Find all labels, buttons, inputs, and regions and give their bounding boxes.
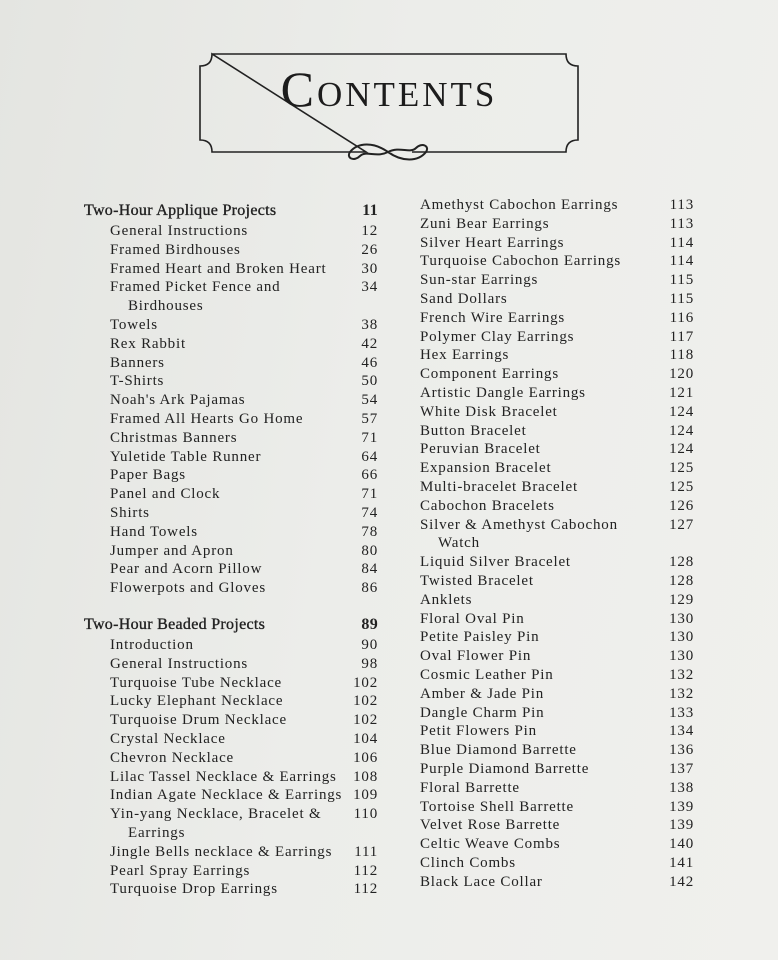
toc-entry[interactable] <box>78 523 378 542</box>
entry-title <box>416 760 664 779</box>
entry-page-number: 86 <box>361 580 378 597</box>
contents-left-column <box>78 196 378 899</box>
entry-title <box>416 346 664 365</box>
entry-title <box>416 553 664 572</box>
entry-title <box>78 880 350 899</box>
entry-title-text: Rex Rabbit <box>110 335 186 352</box>
entry-title <box>78 786 350 805</box>
entry-title <box>416 854 664 873</box>
entry-title-text: Pear and Acorn Pillow <box>110 561 263 578</box>
toc-entry[interactable] <box>78 485 378 504</box>
toc-entry[interactable] <box>78 354 378 373</box>
entry-page-number: 128 <box>669 572 694 589</box>
entry-page-number: 132 <box>669 685 694 702</box>
entry-title <box>416 685 664 704</box>
page-title: Contents <box>280 61 498 117</box>
toc-entry[interactable] <box>78 410 378 429</box>
entry-title <box>78 730 350 749</box>
entry-title-text: Polymer Clay Earrings <box>420 328 575 345</box>
section-page-number: 89 <box>361 615 378 633</box>
entry-page-number: 120 <box>669 366 694 383</box>
entry-title-text: Indian Agate Necklace & Earrings <box>110 787 343 804</box>
toc-entry[interactable] <box>78 730 378 749</box>
toc-entry[interactable] <box>416 196 694 215</box>
entry-title-text: Silver & Amethyst Cabochon <box>420 516 618 533</box>
toc-entry[interactable] <box>78 222 378 241</box>
toc-entry[interactable] <box>416 572 694 591</box>
entry-title <box>416 704 664 723</box>
entry-title <box>416 459 664 478</box>
toc-entry[interactable] <box>78 636 378 655</box>
entry-title-text: Zuni Bear Earrings <box>420 215 550 232</box>
entry-page-number: 110 <box>353 806 378 823</box>
entry-page-number: 71 <box>361 486 378 503</box>
entry-title <box>416 591 664 610</box>
entry-title <box>416 328 664 347</box>
entry-title <box>78 316 350 335</box>
title-frame <box>198 52 580 164</box>
toc-entry[interactable] <box>416 873 694 892</box>
entry-title-text: Turquoise Cabochon Earrings <box>420 253 622 270</box>
entry-page-number: 138 <box>669 779 694 796</box>
toc-entry[interactable] <box>416 647 694 666</box>
section-heading[interactable] <box>78 200 378 222</box>
entry-title-text: Jingle Bells necklace & Earrings <box>110 843 333 860</box>
entry-title-text: General Instructions <box>110 655 249 672</box>
entry-title-text: Turquoise Tube Necklace <box>110 674 283 691</box>
entry-page-number: 133 <box>669 704 694 721</box>
entry-page-number: 57 <box>361 410 378 427</box>
entry-title <box>78 429 350 448</box>
toc-entry[interactable] <box>78 655 378 674</box>
entry-title-text: Jumper and Apron <box>110 542 234 559</box>
entry-title-text: Dangle Charm Pin <box>420 704 545 721</box>
entry-title <box>78 805 350 843</box>
entry-title <box>78 523 350 542</box>
entry-page-number: 112 <box>353 881 378 898</box>
entry-title <box>416 628 664 647</box>
toc-entry[interactable] <box>416 365 694 384</box>
entry-page-number: 126 <box>669 497 694 514</box>
entry-title <box>416 403 664 422</box>
entry-page-number: 64 <box>361 448 378 465</box>
toc-entry[interactable] <box>416 516 694 554</box>
toc-entry[interactable] <box>78 542 378 561</box>
section-page-number: 11 <box>362 202 378 219</box>
entry-page-number: 111 <box>354 843 378 860</box>
entry-title <box>78 862 350 881</box>
entry-title <box>416 365 664 384</box>
entry-page-number: 112 <box>353 862 378 879</box>
entry-title <box>416 234 664 253</box>
entry-title <box>78 222 350 241</box>
entry-title-text: General Instructions <box>110 223 249 239</box>
toc-entry[interactable] <box>416 779 694 798</box>
toc-entry[interactable] <box>416 741 694 760</box>
entry-page-number: 124 <box>669 422 694 439</box>
entry-page-number: 124 <box>669 441 694 458</box>
toc-entry[interactable] <box>78 241 378 260</box>
toc-entry[interactable] <box>416 497 694 516</box>
entry-page-number: 71 <box>361 429 378 446</box>
section-title: Two-Hour Beaded Projects <box>84 615 266 633</box>
toc-entry[interactable] <box>78 579 378 598</box>
entry-title-text: Black Lace Collar <box>420 873 543 890</box>
entry-title-text: Framed Picket Fence and <box>110 279 281 296</box>
toc-entry[interactable] <box>416 440 694 459</box>
entry-title-text: Liquid Silver Bracelet <box>420 554 571 571</box>
toc-entry[interactable] <box>78 448 378 467</box>
entry-title-text: Panel and Clock <box>110 486 221 503</box>
entry-title-text: Chevron Necklace <box>110 749 234 766</box>
entry-title <box>78 504 350 523</box>
entry-page-number: 118 <box>669 347 694 364</box>
entry-title-text: Banners <box>110 354 165 371</box>
entry-title-text: Noah's Ark Pajamas <box>110 392 246 409</box>
entry-title <box>78 448 350 467</box>
entry-page-number: 12 <box>361 223 378 239</box>
entry-page-number: 102 <box>353 712 378 729</box>
entry-title <box>78 354 350 373</box>
entry-page-number: 42 <box>361 335 378 352</box>
entry-title-text: Crystal Necklace <box>110 730 226 747</box>
entry-title-text: Petite Paisley Pin <box>420 629 540 646</box>
entry-title-continuation: Watch <box>438 535 480 552</box>
entry-page-number: 132 <box>669 666 694 683</box>
entry-page-number: 84 <box>361 561 378 578</box>
toc-entry[interactable] <box>78 711 378 730</box>
entry-page-number: 114 <box>669 234 694 251</box>
entry-title-text: Turquoise Drum Necklace <box>110 712 287 729</box>
entry-title <box>416 215 664 234</box>
toc-entry[interactable] <box>416 346 694 365</box>
toc-entry[interactable] <box>416 309 694 328</box>
entry-title <box>78 636 350 655</box>
entry-title-text: Sun-star Earrings <box>420 272 539 289</box>
entry-title-text: Introduction <box>110 636 194 653</box>
entry-title-text: Paper Bags <box>110 467 186 484</box>
entry-title <box>416 196 664 215</box>
entry-title-text: Sand Dollars <box>420 290 508 307</box>
entry-title <box>78 579 350 598</box>
toc-entry[interactable] <box>416 685 694 704</box>
toc-entry[interactable] <box>416 591 694 610</box>
entry-page-number: 130 <box>669 648 694 665</box>
entry-page-number: 113 <box>669 215 694 232</box>
entry-page-number: 102 <box>353 674 378 691</box>
entry-title <box>78 485 350 504</box>
toc-entry[interactable] <box>78 466 378 485</box>
section-heading[interactable] <box>78 614 378 636</box>
entry-title-text: Lilac Tassel Necklace & Earrings <box>110 768 337 785</box>
entry-title <box>78 560 350 579</box>
entry-page-number: 117 <box>669 328 694 345</box>
entry-title <box>416 816 664 835</box>
entry-title-text: Tortoise Shell Barrette <box>420 798 574 815</box>
toc-entry[interactable] <box>416 252 694 271</box>
toc-entry[interactable] <box>78 372 378 391</box>
toc-entry[interactable] <box>78 504 378 523</box>
entry-page-number: 115 <box>669 290 694 307</box>
entry-title-text: Oval Flower Pin <box>420 648 532 665</box>
toc-entry[interactable] <box>78 560 378 579</box>
entry-title <box>416 309 664 328</box>
entry-title-text: Silver Heart Earrings <box>420 234 565 251</box>
entry-title-text: Pearl Spray Earrings <box>110 862 251 879</box>
toc-entry[interactable] <box>78 805 378 843</box>
entry-title-text: Artistic Dangle Earrings <box>420 384 586 401</box>
entry-title-text: Petit Flowers Pin <box>420 723 537 740</box>
entry-title-continuation: Birdhouses <box>128 298 204 315</box>
toc-entry[interactable] <box>78 692 378 711</box>
toc-entry[interactable] <box>416 610 694 629</box>
entry-page-number: 30 <box>361 260 378 277</box>
entry-title <box>416 722 664 741</box>
entry-title <box>416 647 664 666</box>
entry-title <box>416 798 664 817</box>
entry-title <box>78 260 350 279</box>
entry-title <box>416 572 664 591</box>
entry-page-number: 26 <box>361 241 378 258</box>
toc-entry[interactable] <box>416 760 694 779</box>
entry-page-number: 136 <box>669 742 694 759</box>
toc-entry[interactable] <box>416 666 694 685</box>
entry-title <box>78 749 350 768</box>
entry-title <box>416 835 664 854</box>
entry-page-number: 98 <box>361 655 378 672</box>
entry-title-text: Clinch Combs <box>420 854 516 871</box>
entry-title-text: Towels <box>110 316 158 333</box>
entry-title-text: Velvet Rose Barrette <box>420 817 561 834</box>
entry-title-text: Multi-bracelet Bracelet <box>420 478 578 495</box>
toc-entry[interactable] <box>416 854 694 873</box>
toc-entry[interactable] <box>416 628 694 647</box>
entry-title-text: Yin-yang Necklace, Bracelet & <box>110 806 322 823</box>
entry-title-text: Blue Diamond Barrette <box>420 742 577 759</box>
entry-page-number: 90 <box>361 636 378 653</box>
entry-page-number: 127 <box>669 516 694 533</box>
entry-page-number: 50 <box>361 373 378 390</box>
entry-title-text: Shirts <box>110 504 150 521</box>
entry-title <box>78 655 350 674</box>
entry-title-text: Purple Diamond Barrette <box>420 760 590 777</box>
entry-title <box>416 779 664 798</box>
entry-title-text: Anklets <box>420 591 473 608</box>
entry-title-text: Hex Earrings <box>420 347 510 364</box>
toc-entry[interactable] <box>416 835 694 854</box>
entry-title <box>78 711 350 730</box>
toc-entry[interactable] <box>416 704 694 723</box>
entry-title <box>416 666 664 685</box>
toc-entry[interactable] <box>416 384 694 403</box>
entry-page-number: 141 <box>669 854 694 871</box>
entry-page-number: 108 <box>353 768 378 785</box>
flourish-ornament-icon <box>344 140 434 164</box>
entry-page-number: 109 <box>353 787 378 804</box>
entry-title <box>416 497 664 516</box>
toc-entry[interactable] <box>416 290 694 309</box>
toc-entry[interactable] <box>78 768 378 787</box>
toc-entry[interactable] <box>416 234 694 253</box>
entry-title-text: Peruvian Bracelet <box>420 441 541 458</box>
entry-page-number: 130 <box>669 629 694 646</box>
entry-page-number: 78 <box>361 523 378 540</box>
entry-title-text: T-Shirts <box>110 373 165 390</box>
entry-page-number: 113 <box>669 197 694 213</box>
contents-right-column <box>416 196 694 891</box>
entry-title <box>78 843 350 862</box>
entry-title-text: Flowerpots and Gloves <box>110 580 266 597</box>
entry-title-text: Framed Birdhouses <box>110 241 241 258</box>
entry-title <box>416 741 664 760</box>
entry-page-number: 106 <box>353 749 378 766</box>
entry-page-number: 130 <box>669 610 694 627</box>
entry-title-text: Component Earrings <box>420 366 559 383</box>
entry-page-number: 104 <box>353 730 378 747</box>
entry-page-number: 66 <box>361 467 378 484</box>
entry-title <box>78 241 350 260</box>
entry-title-text: Yuletide Table Runner <box>110 448 262 465</box>
entry-title-text: Framed All Hearts Go Home <box>110 410 304 427</box>
entry-page-number: 114 <box>669 253 694 270</box>
entry-title-text: Expansion Bracelet <box>420 460 552 477</box>
toc-entry[interactable] <box>416 215 694 234</box>
toc-entry[interactable] <box>78 335 378 354</box>
section-gap <box>78 598 378 610</box>
entry-page-number: 128 <box>669 554 694 571</box>
section-title: Two-Hour Applique Projects <box>84 202 277 219</box>
entry-title-text: French Wire Earrings <box>420 309 566 326</box>
entry-title-text: Turquoise Drop Earrings <box>110 881 278 898</box>
entry-title <box>78 391 350 410</box>
entry-page-number: 74 <box>361 504 378 521</box>
toc-entry[interactable] <box>416 459 694 478</box>
entry-title <box>416 873 664 892</box>
entry-title-text: Floral Barrette <box>420 779 520 796</box>
toc-entry[interactable] <box>416 816 694 835</box>
toc-entry[interactable] <box>416 722 694 741</box>
toc-entry[interactable] <box>78 786 378 805</box>
entry-title <box>78 410 350 429</box>
toc-entry[interactable] <box>416 553 694 572</box>
entry-title-text: Framed Heart and Broken Heart <box>110 260 327 277</box>
entry-title <box>416 384 664 403</box>
entry-title <box>416 422 664 441</box>
entry-title <box>78 692 350 711</box>
entry-page-number: 142 <box>669 873 694 890</box>
entry-page-number: 129 <box>669 591 694 608</box>
toc-entry[interactable] <box>78 862 378 881</box>
entry-title <box>78 278 350 316</box>
entry-title <box>416 478 664 497</box>
entry-page-number: 124 <box>669 403 694 420</box>
entry-page-number: 34 <box>361 279 378 296</box>
entry-page-number: 134 <box>669 723 694 740</box>
entry-title-text: Cosmic Leather Pin <box>420 666 554 683</box>
toc-entry[interactable] <box>416 478 694 497</box>
entry-title-continuation: Earrings <box>128 824 186 841</box>
entry-title <box>78 768 350 787</box>
entry-page-number: 139 <box>669 798 694 815</box>
entry-title-text: Amber & Jade Pin <box>420 685 545 702</box>
toc-entry[interactable] <box>416 403 694 422</box>
entry-title-text: Button Bracelet <box>420 422 527 439</box>
entry-page-number: 139 <box>669 817 694 834</box>
entry-title <box>416 610 664 629</box>
toc-entry[interactable] <box>416 798 694 817</box>
entry-title <box>78 466 350 485</box>
entry-title-text: Cabochon Bracelets <box>420 497 555 514</box>
entry-page-number: 115 <box>669 272 694 289</box>
toc-entry[interactable] <box>78 880 378 899</box>
entry-title-text: Twisted Bracelet <box>420 572 534 589</box>
entry-title-text: Hand Towels <box>110 523 198 540</box>
entry-page-number: 125 <box>669 460 694 477</box>
toc-entry[interactable] <box>78 674 378 693</box>
entry-title <box>416 271 664 290</box>
entry-page-number: 137 <box>669 760 694 777</box>
entry-page-number: 125 <box>669 478 694 495</box>
entry-title-text: Celtic Weave Combs <box>420 836 561 853</box>
toc-entry[interactable] <box>416 422 694 441</box>
entry-page-number: 140 <box>669 836 694 853</box>
entry-title <box>78 335 350 354</box>
toc-entry[interactable] <box>78 843 378 862</box>
entry-page-number: 102 <box>353 693 378 710</box>
entry-title-text: Floral Oval Pin <box>420 610 525 627</box>
toc-entry[interactable] <box>416 271 694 290</box>
toc-entry[interactable] <box>78 429 378 448</box>
toc-entry[interactable] <box>78 278 378 316</box>
entry-title <box>416 290 664 309</box>
entry-title-text: Lucky Elephant Necklace <box>110 693 284 710</box>
entry-title <box>416 516 664 554</box>
entry-title <box>78 542 350 561</box>
entry-title <box>78 674 350 693</box>
toc-entry[interactable] <box>416 328 694 347</box>
entry-page-number: 38 <box>361 316 378 333</box>
entry-page-number: 116 <box>669 309 694 326</box>
entry-title-text: White Disk Bracelet <box>420 403 558 420</box>
entry-page-number: 54 <box>361 392 378 409</box>
entry-page-number: 121 <box>669 384 694 401</box>
entry-title-text: Amethyst Cabochon Earrings <box>420 197 619 213</box>
toc-entry[interactable] <box>78 749 378 768</box>
entry-title <box>416 440 664 459</box>
entry-title <box>78 372 350 391</box>
entry-title-text: Christmas Banners <box>110 429 238 446</box>
entry-title <box>416 252 664 271</box>
entry-page-number: 46 <box>361 354 378 371</box>
toc-entry[interactable] <box>78 391 378 410</box>
entry-page-number: 80 <box>361 542 378 559</box>
toc-entry[interactable] <box>78 260 378 279</box>
toc-entry[interactable] <box>78 316 378 335</box>
